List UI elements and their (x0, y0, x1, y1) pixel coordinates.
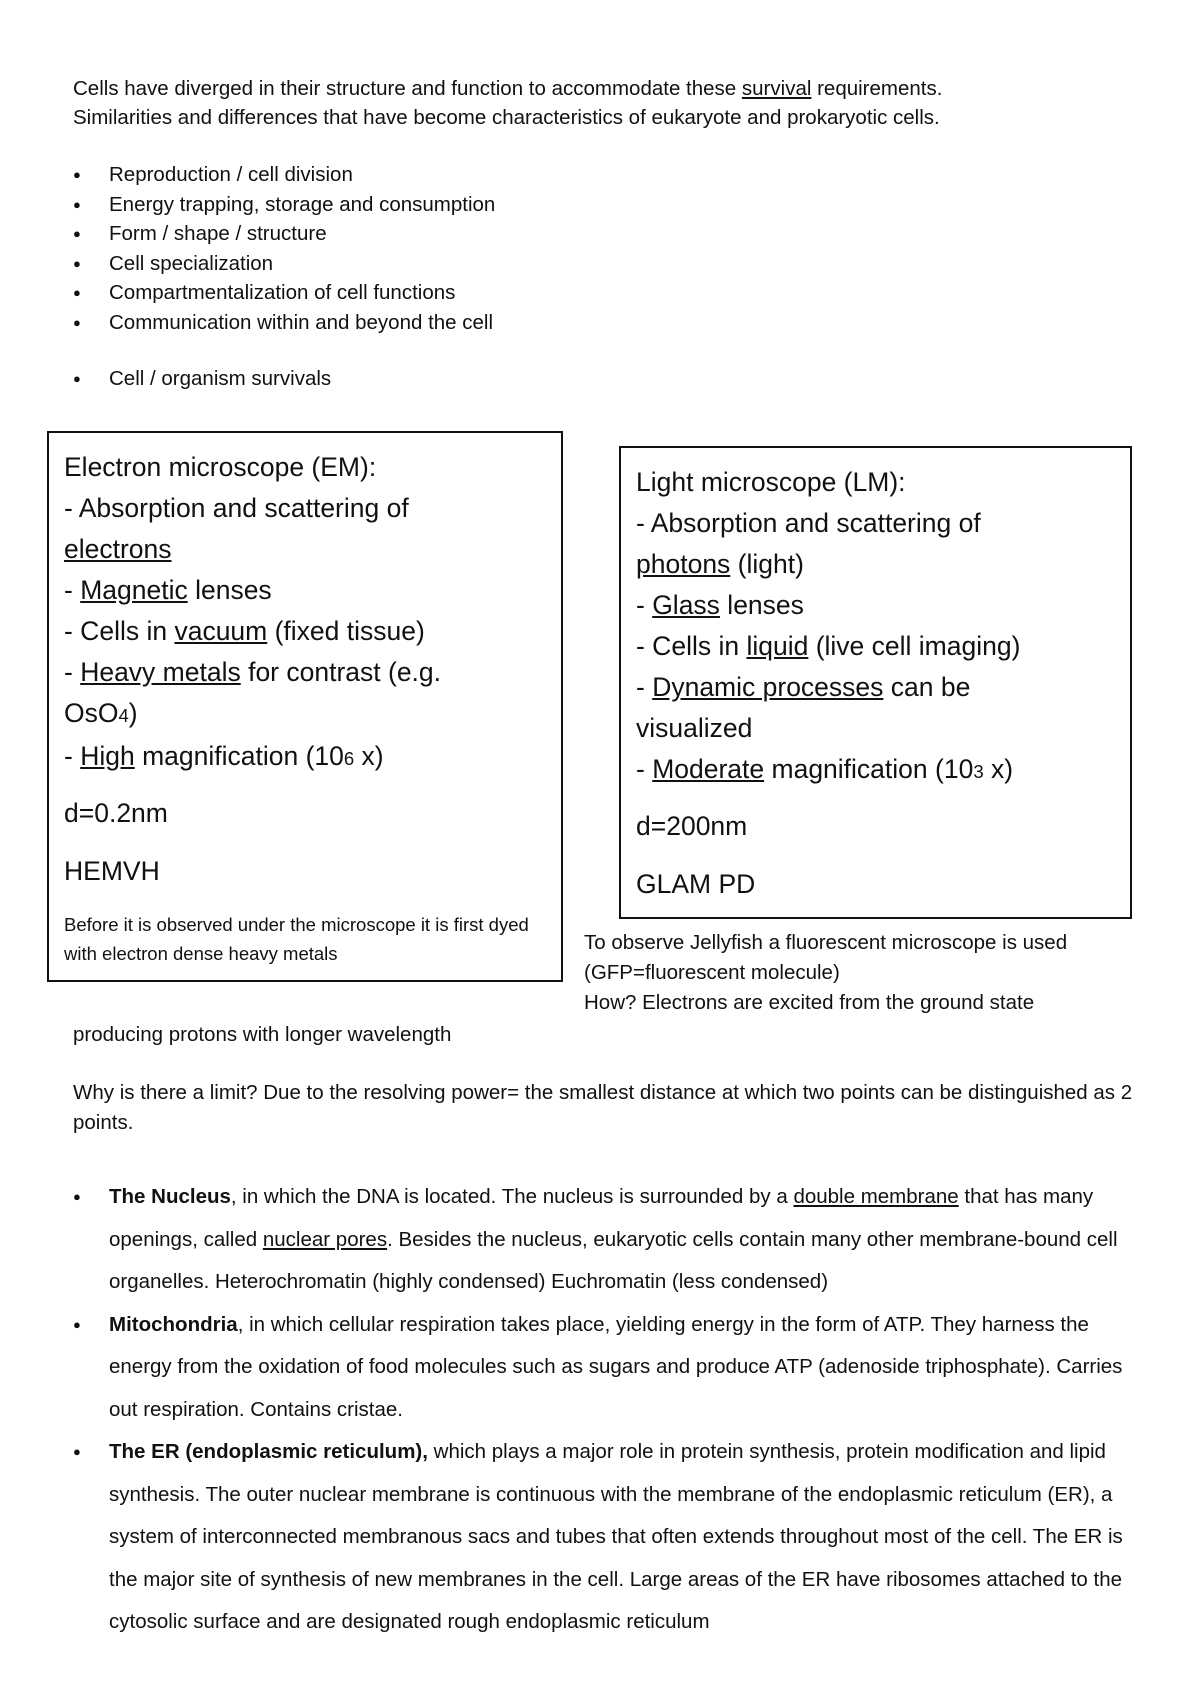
side-line: To observe Jellyfish a fluorescent microscope is used (584, 931, 1068, 954)
survival-requirements-list (73, 160, 495, 394)
electron-microscope-box (47, 431, 563, 982)
em-underlined: vacuum (174, 616, 268, 646)
survival-underlined: survival (741, 77, 812, 100)
lm-underlined: Moderate (652, 754, 765, 784)
nucleus-text: , in which the DNA is located. The nucleus is surrounded by a (230, 1185, 794, 1208)
em-text: lenses (187, 575, 272, 605)
lm-line (636, 585, 1118, 626)
lm-line (636, 544, 1118, 585)
intro-text: Cells have diverged in their structure and function to accommodate these (73, 77, 742, 100)
em-text: OsO (64, 698, 119, 728)
lm-resolution: d=200nm (636, 811, 748, 841)
list-item: ● Communication within and beyond the cell (73, 308, 495, 338)
em-line (64, 736, 549, 779)
resolving-power-paragraph: Why is there a limit? Due to the resolving power= the smallest distance at which two points can be distinguished as 2 points. (73, 1081, 1133, 1134)
lm-line (636, 667, 1118, 708)
nucleus-text: . Besides the nucleus, eukaryotic cells contain many other membrane-bound cell organelles. Heterochromatin (highly condensed) Euchromatin (less condensed) (109, 1227, 1118, 1293)
lm-line: - Absorption and scattering of (636, 508, 981, 538)
lm-line: visualized (636, 713, 753, 743)
lm-text: - Cells in (636, 631, 747, 661)
list-item (73, 1431, 1148, 1644)
mitochondria-text: , in which cellular respiration takes place, yielding energy in the form of ATP. They harness the energy from the oxidation of food molecules such as sugars and produce ATP (adenoside triphosphate). Carries out respiration. Contains cristae. (109, 1312, 1123, 1421)
list-item (73, 1304, 1148, 1432)
em-line (64, 693, 549, 736)
lm-text: can be (883, 672, 971, 702)
double-membrane-underlined: double membrane (793, 1185, 959, 1208)
lm-text: - (636, 590, 653, 620)
lm-text: x) (983, 754, 1014, 784)
em-text: for contrast (e.g. (240, 657, 442, 687)
em-underlined: Heavy metals (80, 657, 241, 687)
er-heading: The ER (endoplasmic reticulum), (109, 1440, 428, 1463)
lm-line (636, 626, 1118, 667)
side-line: How? Electrons are excited from the ground state (584, 991, 1035, 1014)
intro-text: Similarities and differences that have become characteristics of eukaryote and prokaryotic cells. (73, 106, 940, 129)
mitochondria-heading: Mitochondria (109, 1312, 238, 1336)
lm-acronym: GLAM PD (636, 869, 756, 899)
list-item: ● Cell / organism survivals (73, 364, 495, 394)
lm-underlined: liquid (746, 631, 809, 661)
nucleus-text: that has many openings, called (109, 1185, 1094, 1251)
em-line (64, 611, 549, 652)
em-exponent: 6 (343, 748, 355, 769)
lm-title: Light microscope (LM): (636, 467, 906, 497)
lm-text: - (636, 754, 653, 784)
em-line (64, 570, 549, 611)
er-text: which plays a major role in protein synthesis, protein modification and lipid synthesis. The outer nuclear membrane is continuous with the membrane of the endoplasmic reticulum (ER), a system of interconnected membranous sacs and tubes that often extends throughout most of the cell. The ER is the major site of synthesis of new membranes in the cell. Large areas of the ER have ribosomes attached to the cytosolic surface and are designated rough endoplasmic reticulum (109, 1440, 1123, 1633)
list-item (73, 1176, 1148, 1304)
list-item: ● Cell specialization (73, 249, 495, 279)
lm-text: (light) (730, 549, 804, 579)
em-line: - Absorption and scattering of (64, 493, 409, 523)
em-line (64, 652, 549, 693)
light-microscope-box (619, 446, 1132, 919)
organelles-list (73, 1176, 1148, 1644)
em-underlined: High (80, 741, 135, 771)
lm-text: (live cell imaging) (808, 631, 1021, 661)
em-underlined: Magnetic (80, 575, 188, 605)
lm-exponent: 3 (973, 761, 984, 782)
fluorescence-note (584, 928, 1154, 1018)
em-text: - Cells in (64, 616, 175, 646)
list-item: ● Form / shape / structure (73, 219, 495, 249)
em-note: Before it is observed under the microscope it is first dyed with electron dense heavy metals (64, 914, 529, 964)
lm-underlined: Glass (652, 590, 720, 620)
list-item: ● Energy trapping, storage and consumption (73, 190, 495, 220)
intro-paragraph (73, 74, 1153, 132)
lm-underlined: photons (636, 549, 731, 579)
em-underlined: electrons (64, 534, 172, 564)
nuclear-pores-underlined: nuclear pores (262, 1227, 388, 1251)
intro-text: requirements. (811, 77, 943, 100)
side-line: (GFP=fluorescent molecule) (584, 961, 840, 984)
lm-text: - (636, 672, 653, 702)
list-item: ● Reproduction / cell division (73, 160, 495, 190)
em-acronym: HEMVH (64, 856, 160, 886)
em-text: (fixed tissue) (267, 616, 425, 646)
em-text: x) (354, 741, 384, 771)
lm-text: lenses (719, 590, 804, 620)
em-line (64, 529, 549, 570)
em-text: - (64, 741, 81, 771)
nucleus-heading: The Nucleus (109, 1185, 231, 1208)
lm-line (636, 749, 1118, 792)
em-text: - (64, 657, 81, 687)
lm-text: magnification (10 (764, 754, 974, 784)
list-item: ● Compartmentalization of cell functions (73, 278, 495, 308)
lm-underlined: Dynamic processes (652, 672, 884, 702)
em-subscript: 4 (118, 705, 129, 726)
em-resolution: d=0.2nm (64, 798, 168, 828)
wavelength-line: producing protons with longer wavelength (73, 1023, 452, 1046)
em-text: - (64, 575, 81, 605)
em-text: magnification (10 (134, 741, 344, 771)
em-text: ) (128, 698, 138, 728)
em-title: Electron microscope (EM): (64, 452, 377, 482)
